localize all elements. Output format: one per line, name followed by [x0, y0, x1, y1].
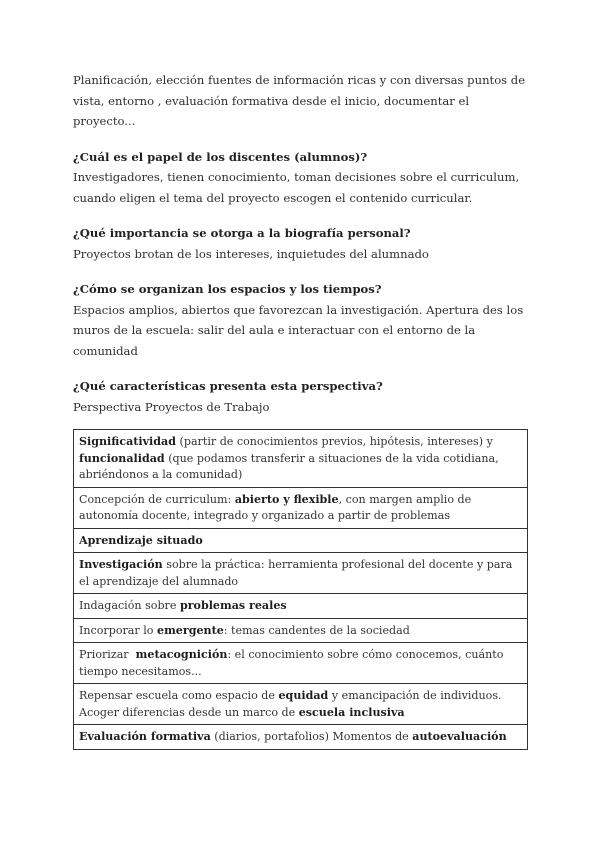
table-row	[74, 594, 528, 619]
table-cell	[74, 725, 528, 750]
table-row	[74, 487, 528, 528]
section-question: ¿Qué características presenta esta perspectiva?	[73, 379, 383, 393]
cell-text: Incorporar lo	[79, 623, 158, 637]
table-row	[74, 528, 528, 553]
cell-text: Priorizar	[79, 648, 136, 661]
cell-text: (diarios, portafolios) Momentos de	[210, 730, 413, 743]
cell-text: Indagación sobre	[79, 599, 180, 612]
bold-term: Aprendizaje situado	[79, 533, 203, 547]
cell-text: y emancipación de individuos. Acoger diferencias desde un marco de	[79, 689, 502, 719]
cell-text: sobre la práctica: herramienta profesional del docente y para el aprendizaje del alumnado	[79, 558, 513, 588]
intro-paragraph	[73, 70, 528, 132]
cell-text: Repensar escuela como espacio de	[79, 689, 279, 702]
table-cell	[74, 487, 528, 528]
document-page	[73, 70, 528, 750]
section-answer-line: Espacios amplios, abiertos que favorezcan la investigación. Apertura des los	[73, 302, 524, 317]
bold-term: autoevaluación	[412, 730, 507, 743]
bold-term: metacognición	[135, 648, 228, 661]
table-row	[74, 725, 528, 750]
section-question: ¿Cuál es el papel de los discentes (alumnos)?	[73, 149, 368, 164]
intro-line: Planificación, elección fuentes de información ricas y con diversas puntos de	[73, 73, 526, 87]
table-row	[74, 553, 528, 594]
cell-text: (partir de conocimientos previos, hipótesis, intereses) y	[175, 435, 493, 448]
table-cell	[74, 594, 528, 619]
bold-term: funcionalidad	[79, 451, 165, 465]
bold-term: abierto y flexible	[234, 492, 339, 506]
section-answer-line: Perspectiva Proyectos de Trabajo	[73, 399, 270, 414]
section-question: ¿Cómo se organizan los espacios y los tiempos?	[73, 282, 382, 296]
bold-term: emergente	[157, 623, 224, 637]
table-row	[74, 618, 528, 643]
bold-term: Significatividad	[79, 435, 176, 448]
table-row	[74, 684, 528, 725]
section-answer-line: Investigadores, tienen conocimiento, toman decisiones sobre el curriculum,	[73, 170, 520, 184]
section-personal-biography	[73, 223, 528, 264]
bold-term: equidad	[278, 689, 329, 702]
section-answer-line: Proyectos brotan de los intereses, inquietudes del alumnado	[73, 246, 429, 261]
table-row	[74, 643, 528, 684]
table-cell	[74, 684, 528, 725]
cell-text: : temas candentes de la sociedad	[223, 623, 410, 637]
bold-term: problemas reales	[179, 599, 287, 612]
section-question: ¿Qué importancia se otorga a la biografía personal?	[73, 226, 411, 240]
section-characteristics	[73, 376, 528, 417]
section-spaces-and-times	[73, 279, 528, 361]
table-row	[74, 430, 528, 488]
cell-text: : el conocimiento sobre cómo conocemos, cuánto tiempo necesitamos...	[79, 648, 504, 678]
table-cell	[74, 430, 528, 488]
characteristics-table	[73, 429, 528, 750]
bold-term: Investigación	[79, 558, 163, 571]
cell-text: Concepción de curriculum:	[79, 492, 235, 506]
table-cell	[74, 618, 528, 643]
section-role-of-students	[73, 147, 528, 209]
table-cell	[74, 528, 528, 553]
section-answer-line: cuando eligen el tema del proyecto escogen el contenido curricular.	[73, 190, 473, 205]
bold-term: escuela inclusiva	[298, 705, 405, 719]
table-cell	[74, 553, 528, 594]
intro-line: vista, entorno , evaluación formativa desde el inicio, documentar el proyecto...	[73, 93, 470, 128]
table-cell	[74, 643, 528, 684]
section-answer-line: muros de la escuela: salir del aula e interactuar con el entorno de la comunidad	[73, 323, 476, 358]
bold-term: Evaluación formativa	[79, 730, 211, 743]
cell-text: , con margen amplio de autonomía docente, integrado y organizado a partir de problemas	[79, 492, 472, 522]
cell-text: (que podamos transferir a situaciones de la vida cotidiana, abriéndonos a la comunidad)	[79, 451, 499, 481]
